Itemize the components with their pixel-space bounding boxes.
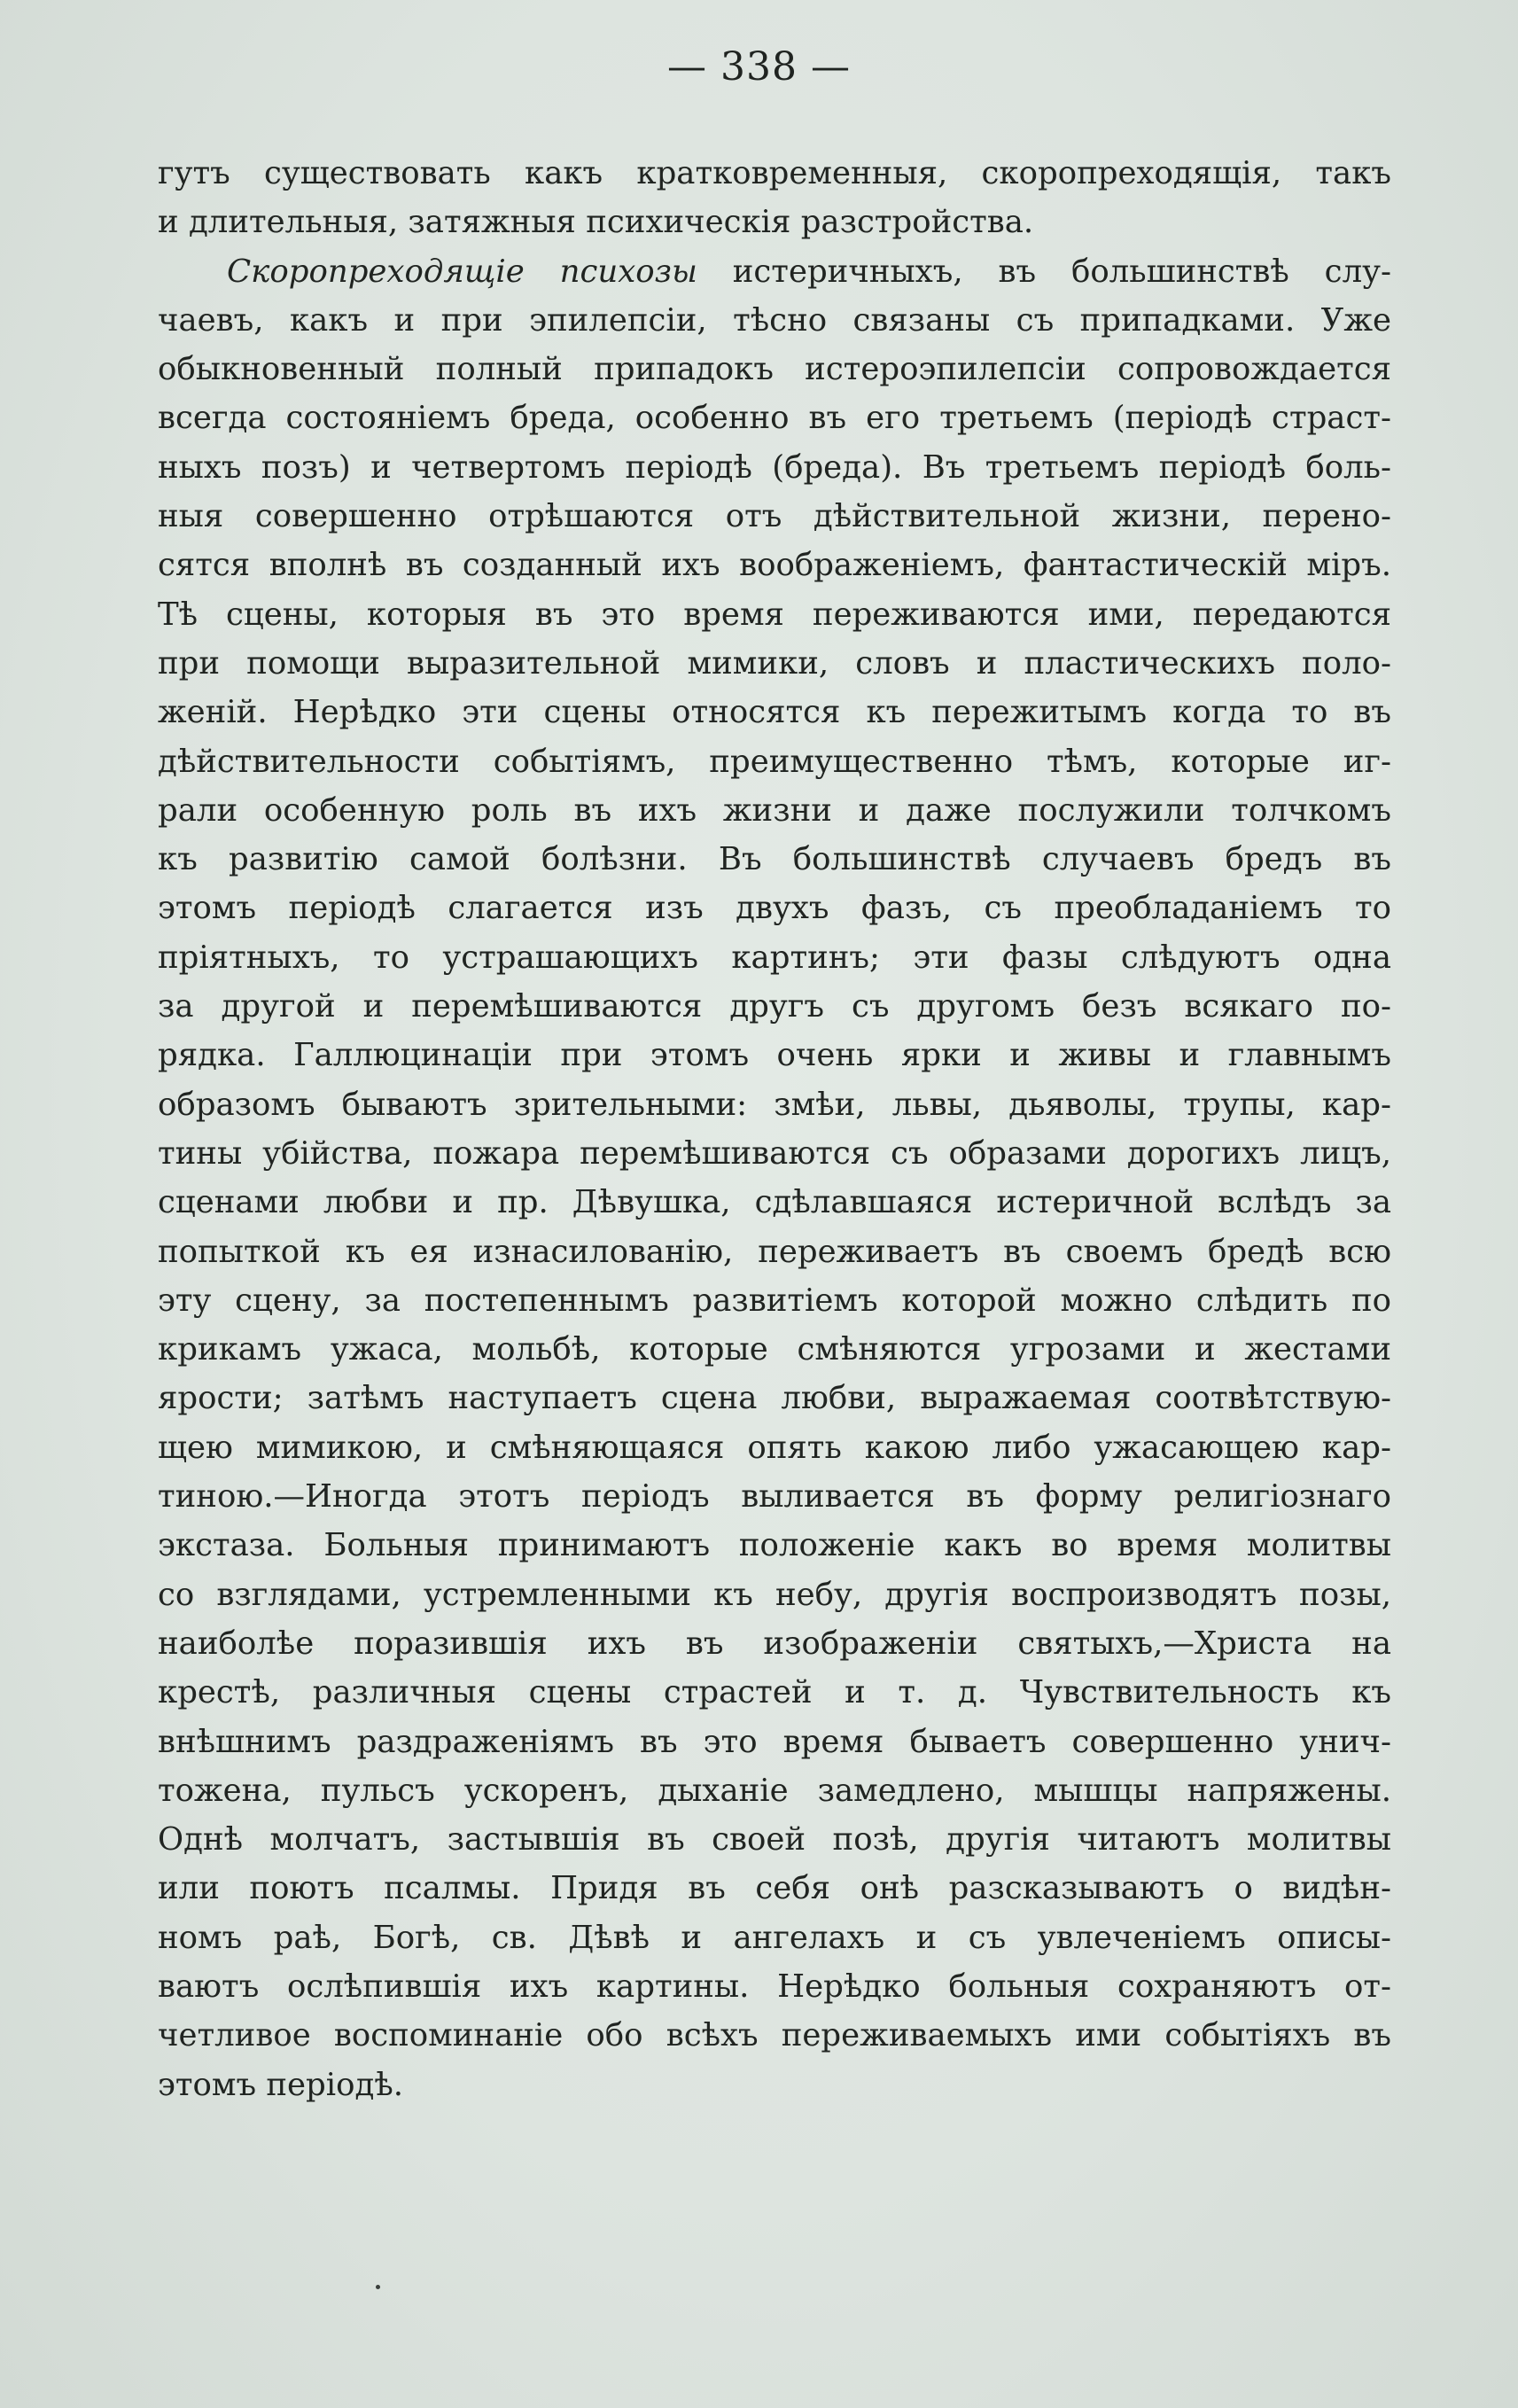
- body-text: [158, 149, 1391, 2109]
- text-line: Однѣ молчатъ, застывшія въ своей позѣ, другія читаютъ молитвы: [158, 1821, 1391, 1859]
- text-line: эту сцену, за постепеннымъ развитіемъ которой можно слѣдить по: [158, 1282, 1391, 1319]
- text-line: всегда состояніемъ бреда, особенно въ его третьемъ (періодѣ страст-: [158, 400, 1391, 437]
- text-line: женій. Нерѣдко эти сцены относятся къ пережитымъ когда то въ: [158, 694, 1391, 731]
- paragraph-1: [158, 149, 1391, 247]
- text-line: или поютъ псалмы. Придя въ себя онѣ разсказываютъ о видѣн-: [158, 1870, 1391, 1907]
- text-line: сценами любви и пр. Дѣвушка, сдѣлавшаяся истеричной вслѣдъ за: [158, 1184, 1391, 1221]
- text-line: этомъ періодѣ.: [158, 2066, 404, 2103]
- text-line: попыткой къ ея изнасилованію, переживаетъ въ своемъ бредѣ всю: [158, 1233, 1391, 1270]
- text-line: ныхъ позъ) и четвертомъ періодѣ (бреда). Въ третьемъ періодѣ боль-: [158, 448, 1391, 486]
- paragraph-2: [158, 247, 1391, 2109]
- text-line: наиболѣе поразившія ихъ въ изображеніи святыхъ,—Христа на: [158, 1625, 1391, 1662]
- text-line: обыкновенный полный припадокъ истероэпилепсіи сопровождается: [158, 351, 1391, 388]
- text-line: четливое воспоминаніе обо всѣхъ переживаемыхъ ими событіяхъ въ: [158, 2017, 1391, 2054]
- text-fragment: истеричныхъ, въ большинствѣ слу-: [697, 253, 1391, 290]
- text-line: Тѣ сцены, которыя въ это время переживаются ими, передаются: [158, 596, 1391, 633]
- text-line: рядка. Галлюцинаціи при этомъ очень ярки и живы и главнымъ: [158, 1037, 1391, 1074]
- text-line: рали особенную роль въ ихъ жизни и даже послужили толчкомъ: [158, 791, 1391, 829]
- italic-term: Скоропреходящіе психозы: [227, 253, 697, 290]
- text-line: ваютъ ослѣпившія ихъ картины. Нерѣдко больныя сохраняютъ от-: [158, 1968, 1391, 2005]
- text-line: ярости; затѣмъ наступаетъ сцена любви, выражаемая соотвѣтствую-: [158, 1380, 1391, 1417]
- text-line: тины убійства, пожара перемѣшиваются съ образами дорогихъ лицъ,: [158, 1134, 1391, 1172]
- text-line: дѣйствительности событіямъ, преимущественно тѣмъ, которые иг-: [158, 743, 1391, 780]
- text-line: этомъ періодѣ слагается изъ двухъ фазъ, съ преобладаніемъ то: [158, 890, 1391, 927]
- text-line: гутъ существовать какъ кратковременныя, скоропреходящія, такъ: [158, 155, 1391, 191]
- text-line: тиною.—Иногда этотъ періодъ выливается въ форму религіознаго: [158, 1478, 1391, 1516]
- text-line: сятся вполнѣ въ созданный ихъ воображеніемъ, фантастическій міръ.: [158, 547, 1391, 584]
- text-line: номъ раѣ, Богѣ, св. Дѣвѣ и ангелахъ и съ увлеченіемъ описы-: [158, 1919, 1391, 1956]
- text-line: образомъ бываютъ зрительными: змѣи, львы, дьяволы, трупы, кар-: [158, 1086, 1391, 1123]
- text-line: чаевъ, какъ и при эпилепсіи, тѣсно связаны съ припадками. Уже: [158, 301, 1391, 339]
- page-number: — 338 —: [667, 44, 851, 90]
- text-line: внѣшнимъ раздраженіямъ въ это время бываетъ совершенно унич-: [158, 1723, 1391, 1760]
- paper-speck: [376, 2285, 380, 2289]
- text-line: за другой и перемѣшиваются другъ съ другомъ безъ всякаго по-: [158, 988, 1391, 1025]
- text-line: щею мимикою, и смѣняющаяся опять какою либо ужасающею кар-: [158, 1429, 1391, 1466]
- text-line: къ развитію самой болѣзни. Въ большинствѣ случаевъ бредъ въ: [158, 841, 1391, 878]
- text-line: крестѣ, различныя сцены страстей и т. д. Чувствительность къ: [158, 1674, 1391, 1711]
- text-line: пріятныхъ, то устрашающихъ картинъ; эти фазы слѣдуютъ одна: [158, 939, 1391, 976]
- text-line: со взглядами, устремленными къ небу, другія воспроизводятъ позы,: [158, 1576, 1391, 1613]
- text-line: экстаза. Больныя принимаютъ положеніе какъ во время молитвы: [158, 1527, 1391, 1564]
- text-line-first: [158, 247, 1391, 296]
- text-line: тожена, пульсъ ускоренъ, дыханіе замедлено, мышцы напряжены.: [158, 1772, 1391, 1809]
- text-line: ныя совершенно отрѣшаются отъ дѣйствительной жизни, перено-: [158, 498, 1391, 535]
- text-line: и длительныя, затяжныя психическія разстройства.: [158, 204, 1034, 241]
- text-line: крикамъ ужаса, мольбѣ, которые смѣняются угрозами и жестами: [158, 1331, 1391, 1368]
- text-line: при помощи выразительной мимики, словъ и пластическихъ поло-: [158, 644, 1391, 682]
